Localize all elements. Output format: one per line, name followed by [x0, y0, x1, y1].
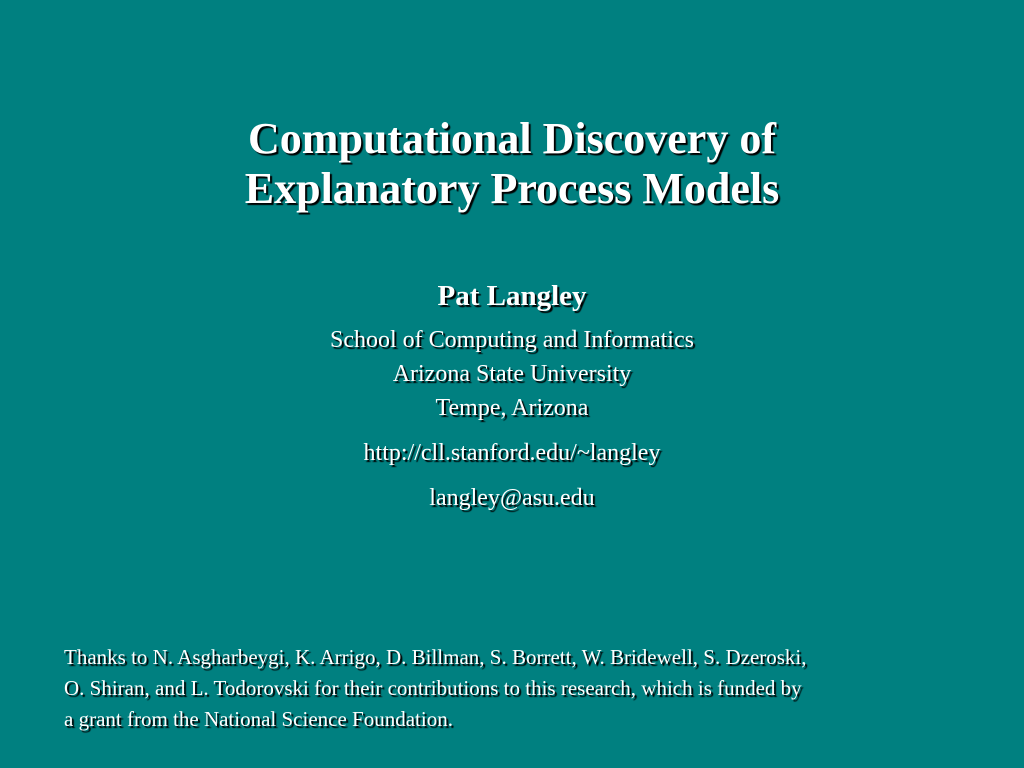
affiliation-line-university: Arizona State University — [392, 361, 632, 387]
slide-title-line-1: Computational Discovery of — [248, 114, 776, 163]
affiliation-line-location: Tempe, Arizona — [435, 395, 589, 421]
slide-title — [0, 114, 1024, 214]
affiliation-line-school: School of Computing and Informatics — [330, 327, 694, 353]
author-name: Pat Langley — [437, 280, 587, 312]
slide-title-line-2: Explanatory Process Models — [244, 164, 780, 213]
acknowledgement-line-2: O. Shiran, and L. Todorovski for their contributions to this research, which is funded by — [64, 676, 802, 700]
author-affiliation — [0, 323, 1024, 425]
author-url: http://cll.stanford.edu/~langley — [363, 440, 661, 466]
acknowledgement-line-1: Thanks to N. Asgharbeygi, K. Arrigo, D. Billman, S. Borrett, W. Bridewell, S. Dzeroski, — [64, 645, 807, 669]
author-email: langley@asu.edu — [429, 485, 595, 511]
acknowledgement-line-3: a grant from the National Science Foundation. — [64, 707, 453, 731]
acknowledgements — [64, 642, 984, 735]
